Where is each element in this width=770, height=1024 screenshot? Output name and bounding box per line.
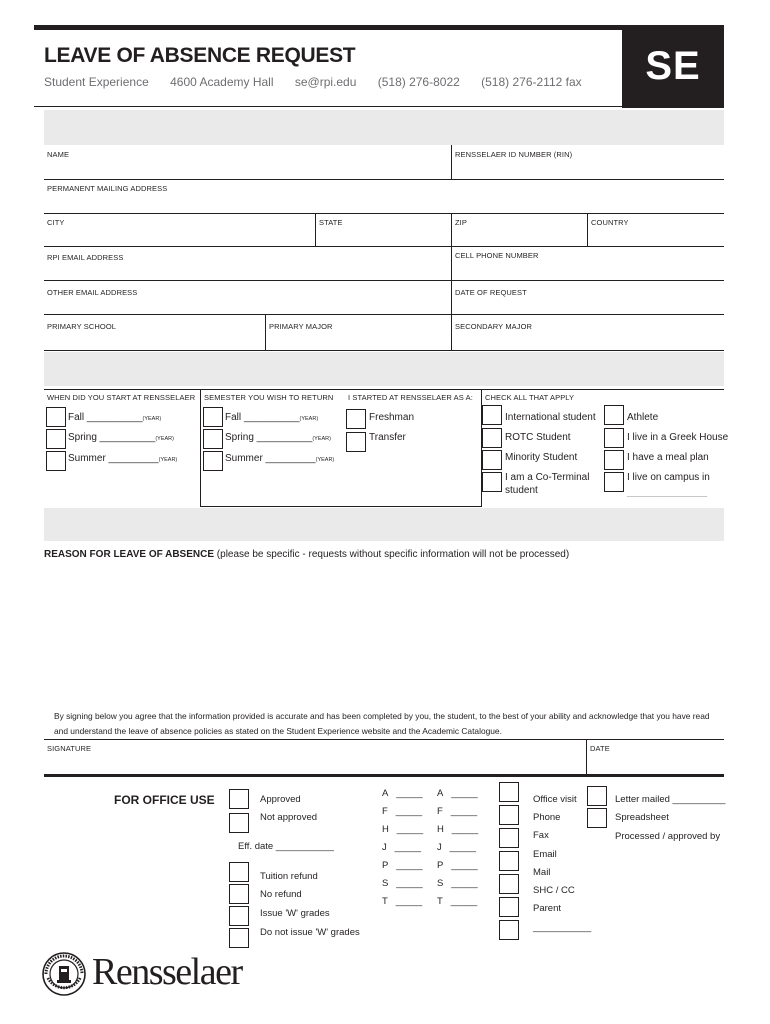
not-approved-label: Not approved: [260, 812, 318, 823]
letter-row: P _____: [437, 860, 478, 871]
header-rule: [34, 25, 724, 30]
secondary-major-field[interactable]: [453, 316, 724, 349]
divider: [451, 145, 452, 180]
start-spring-checkbox[interactable]: [46, 429, 66, 449]
divider: [265, 314, 266, 351]
office-rule: [44, 774, 724, 777]
start-spring-label: Spring __________(YEAR): [68, 432, 174, 443]
spreadsheet-label: Spreadsheet: [615, 812, 669, 823]
dept-phone: (518) 276-8022: [377, 75, 460, 89]
field-underline: [44, 350, 724, 351]
section-band: [44, 110, 724, 145]
primary-school-field[interactable]: [44, 316, 264, 349]
other-email-field[interactable]: [44, 282, 449, 313]
tuition-refund-checkbox[interactable]: [229, 862, 249, 882]
return-fall-checkbox[interactable]: [203, 407, 223, 427]
letter-column-1: [382, 788, 423, 914]
mail-checkbox[interactable]: [499, 874, 519, 894]
letter-row: A _____: [382, 788, 423, 799]
divider: [451, 213, 452, 247]
divider: [200, 389, 201, 507]
no-w-checkbox[interactable]: [229, 928, 249, 948]
international-label: International student: [505, 412, 596, 423]
not-approved-checkbox[interactable]: [229, 813, 249, 833]
athlete-checkbox[interactable]: [604, 405, 624, 425]
office-visit-checkbox[interactable]: [499, 782, 519, 802]
field-underline: [44, 213, 724, 214]
primary-school-label: PRIMARY SCHOOL: [47, 322, 117, 331]
processed-label: Processed / approved by: [615, 831, 721, 842]
return-spring-label: Spring __________(YEAR): [225, 432, 331, 443]
name-field[interactable]: [44, 147, 449, 178]
letter-row: F _____: [382, 806, 423, 817]
letter-mailed-checkbox[interactable]: [587, 786, 607, 806]
no-w-label: Do not issue 'W' grades: [260, 927, 360, 938]
shc-label: SHC / CC: [533, 885, 575, 896]
started-as-label: I STARTED AT RENSSELAER AS A:: [348, 393, 473, 402]
section-band: [44, 508, 724, 541]
section-rule: [44, 739, 724, 740]
rpi-email-field[interactable]: [44, 248, 449, 279]
email-checkbox[interactable]: [499, 851, 519, 871]
divider: [451, 314, 452, 351]
field-underline: [44, 280, 724, 281]
letter-row: H _____: [437, 824, 479, 835]
greek-house-label: I live in a Greek House: [627, 432, 729, 443]
letter-row: A _____: [437, 788, 478, 799]
reason-textarea[interactable]: [44, 565, 724, 700]
contact-line: [44, 75, 600, 89]
letter-row: F _____: [437, 806, 478, 817]
divider: [451, 246, 452, 281]
zip-field[interactable]: [453, 215, 586, 245]
transfer-checkbox[interactable]: [346, 432, 366, 452]
name-label: NAME: [47, 150, 70, 159]
divider: [315, 213, 316, 247]
section-rule: [200, 506, 481, 507]
transfer-label: Transfer: [369, 432, 406, 443]
issue-w-label: Issue 'W' grades: [260, 908, 330, 919]
rin-field[interactable]: [454, 147, 724, 178]
shc-checkbox[interactable]: [499, 897, 519, 917]
athlete-label: Athlete: [627, 412, 659, 423]
country-field[interactable]: [589, 215, 724, 245]
return-summer-checkbox[interactable]: [203, 451, 223, 471]
start-fall-checkbox[interactable]: [46, 407, 66, 427]
start-summer-label: Summer _________(YEAR): [68, 453, 178, 464]
divider: [451, 280, 452, 315]
dept-fax: (518) 276-2112 fax: [481, 75, 582, 89]
letter-row: P _____: [382, 860, 423, 871]
dept-address: 4600 Academy Hall: [170, 75, 274, 89]
approved-checkbox[interactable]: [229, 789, 249, 809]
dept-name: Student Experience: [44, 75, 149, 89]
start-summer-checkbox[interactable]: [46, 451, 66, 471]
letter-row: T _____: [382, 896, 423, 907]
mailing-label: PERMANENT MAILING ADDRESS: [47, 184, 168, 193]
coterminal-label: I am a Co-Terminal: [505, 472, 590, 483]
rensselaer-wordmark: Rensselaer: [92, 951, 242, 993]
letter-row: S _____: [382, 878, 423, 889]
mail-label: Mail: [533, 867, 551, 878]
signature-label: SIGNATURE: [47, 744, 92, 753]
header-underline: [34, 106, 622, 107]
letter-row: S _____: [437, 878, 478, 889]
cell-phone-field[interactable]: [454, 248, 724, 279]
office-visit-label: Office visit: [533, 794, 577, 805]
reason-heading: REASON FOR LEAVE OF ABSENCE (please be specific - requests without specific information will not be processed): [44, 549, 570, 560]
state-field[interactable]: [317, 215, 450, 245]
on-campus-blank: __________________: [627, 488, 708, 497]
letter-row: T _____: [437, 896, 478, 907]
tuition-refund-label: Tuition refund: [260, 871, 318, 882]
return-summer-label: Summer _________(YEAR): [225, 453, 335, 464]
meal-plan-checkbox[interactable]: [604, 450, 624, 470]
rin-label: RENSSELAER ID NUMBER (RIN): [455, 150, 573, 159]
phone-checkbox[interactable]: [499, 805, 519, 825]
secondary-major-label: SECONDARY MAJOR: [455, 322, 533, 331]
coterminal-label-2: student: [505, 485, 538, 496]
return-label: SEMESTER YOU WISH TO RETURN: [204, 393, 334, 402]
minority-checkbox[interactable]: [482, 450, 502, 470]
on-campus-checkbox[interactable]: [604, 472, 624, 492]
office-use-title: FOR OFFICE USE: [114, 793, 215, 807]
country-label: COUNTRY: [591, 218, 629, 227]
form-title: LEAVE OF ABSENCE REQUEST: [44, 44, 356, 67]
primary-major-label: PRIMARY MAJOR: [269, 322, 333, 331]
divider: [587, 213, 588, 247]
freshman-label: Freshman: [369, 412, 415, 423]
zip-label: ZIP: [455, 218, 467, 227]
greek-house-checkbox[interactable]: [604, 428, 624, 448]
field-underline: [44, 246, 724, 247]
signature-field[interactable]: [44, 741, 584, 774]
city-label: CITY: [47, 218, 65, 227]
parent-checkbox[interactable]: [499, 920, 519, 940]
rotc-checkbox[interactable]: [482, 428, 502, 448]
section-rule: [44, 389, 724, 390]
return-spring-checkbox[interactable]: [203, 429, 223, 449]
city-field[interactable]: [44, 215, 314, 245]
rensselaer-seal-icon: [42, 952, 86, 996]
letter-row: H _____: [382, 824, 424, 835]
return-fall-label: Fall __________(YEAR): [225, 412, 319, 423]
date-label: DATE: [590, 744, 610, 753]
other-email-label: OTHER EMAIL ADDRESS: [47, 288, 138, 297]
phone-label: Phone: [533, 812, 561, 823]
freshman-checkbox[interactable]: [346, 409, 366, 429]
rpi-email-label: RPI EMAIL ADDRESS: [47, 253, 124, 262]
letter-column-2: [437, 788, 478, 914]
email-label: Email: [533, 849, 557, 860]
section-band: [44, 352, 724, 386]
letter-mailed-label: Letter mailed __________: [615, 794, 726, 805]
date-of-request-field[interactable]: [454, 282, 724, 313]
parent-label: Parent: [533, 903, 561, 914]
cell-label: CELL PHONE NUMBER: [455, 251, 539, 260]
date-request-label: DATE OF REQUEST: [455, 288, 527, 297]
no-refund-checkbox[interactable]: [229, 884, 249, 904]
start-label: WHEN DID YOU START AT RENSSELAER: [47, 393, 196, 402]
other-contact-blank: ___________: [533, 922, 592, 933]
divider: [586, 739, 587, 775]
check-all-label: CHECK ALL THAT APPLY: [485, 393, 575, 402]
agreement-text: By signing below you agree that the information provided is accurate and has been completed by you, the student, to the best of your ability and acknowledge that you have read and understand the leave of absence policies as stated on the Student Experience website and the Academic Catalogue.: [54, 711, 710, 736]
international-checkbox[interactable]: [482, 405, 502, 425]
signature-date-field[interactable]: [588, 741, 724, 774]
department-badge: SE: [622, 25, 724, 108]
start-fall-label: Fall __________(YEAR): [68, 412, 162, 423]
meal-plan-label: I have a meal plan: [627, 452, 709, 463]
fax-label: Fax: [533, 830, 549, 841]
mailing-address-field[interactable]: [44, 181, 724, 212]
letter-row: J _____: [382, 842, 422, 853]
spreadsheet-checkbox[interactable]: [587, 808, 607, 828]
fax-checkbox[interactable]: [499, 828, 519, 848]
approved-label: Approved: [260, 794, 301, 805]
letter-row: J _____: [437, 842, 477, 853]
on-campus-label: I live on campus in: [627, 472, 710, 483]
issue-w-checkbox[interactable]: [229, 906, 249, 926]
state-label: STATE: [319, 218, 343, 227]
field-underline: [44, 314, 724, 315]
minority-label: Minority Student: [505, 452, 578, 463]
dept-email: se@rpi.edu: [294, 75, 357, 89]
field-underline: [44, 179, 724, 180]
eff-date-label: Eff. date ___________: [238, 841, 334, 852]
rotc-label: ROTC Student: [505, 432, 571, 443]
no-refund-label: No refund: [260, 889, 302, 900]
primary-major-field[interactable]: [267, 316, 450, 349]
coterminal-checkbox[interactable]: [482, 472, 502, 492]
